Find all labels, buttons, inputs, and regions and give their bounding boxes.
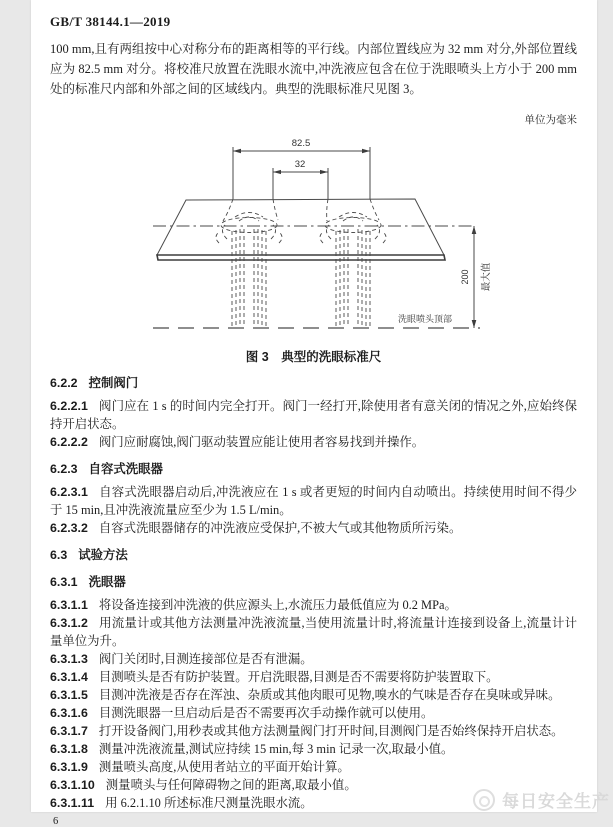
clause-row [50, 686, 577, 704]
clause-row [50, 433, 577, 451]
clause-row [50, 722, 577, 740]
standard-number-header: GB/T 38144.1—2019 [50, 14, 171, 29]
clause-number: 6.3.1.5 [50, 687, 88, 702]
clause-text: 阀门应在 1 s 的时间内完全打开。阀门一经打开,除使用者有意关闭的情况之外,应始终保持开启状态。 [50, 398, 577, 431]
watermark [473, 787, 610, 812]
clause-text: 阀门关闭时,目测连接部位是否有泄漏。 [98, 651, 313, 666]
clause-text: 用 6.2.1.10 所述标准尺测量洗眼水流。 [105, 795, 313, 810]
clause-number: 6.3.1 [50, 574, 78, 589]
clause-text: 测量冲洗液流量,测试应持续 15 min,每 3 min 记录一次,取最小值。 [98, 741, 454, 756]
clause-row [50, 596, 577, 614]
clause-text: 自容式洗眼器 [88, 461, 163, 476]
clause-number: 6.3.1.6 [50, 705, 88, 720]
clause-text: 自容式洗眼器启动后,冲洗液应在 1 s 或者更短的时间内自动喷出。持续使用时间不得少于 15 min,且冲洗液流量应至少为 1.5 L/min。 [50, 484, 577, 517]
page-number: 6 [53, 815, 59, 827]
clause-number: 6.2.2 [50, 375, 78, 390]
clause-text: 目测冲洗液是否存在浑浊、杂质或其他肉眼可见物,嗅水的气味是否存在臭味或异味。 [98, 687, 561, 702]
clause-row [50, 668, 577, 686]
intro-paragraph: 100 mm,且有两组按中心对称分布的距离相等的平行线。内部位置线应为 32 mm 对分,外部位置线应为 82.5 mm 对分。将校准尺放置在洗眼水流中,冲洗液应包含在位于洗眼喷头上方小于 200 mm 处的标准尺内部和外部之间的区域线内。典型的洗眼标准尺见图 3。 [50, 42, 577, 96]
clause-heading [50, 546, 577, 564]
clause-row [50, 397, 577, 433]
clause-text: 控制阀门 [88, 375, 139, 390]
clause-row [50, 614, 577, 650]
clause-row [50, 519, 577, 537]
clause-number: 6.3.1.3 [50, 651, 88, 666]
clause-row [50, 483, 577, 519]
clause-text: 打开设备阀门,用秒表或其他方法测量阀门打开时间,目测阀门是否始终保持开启状态。 [98, 723, 564, 738]
clause-number: 6.3.1.7 [50, 723, 88, 738]
clause-number: 6.2.2.1 [50, 398, 88, 413]
clause-text: 阀门应耐腐蚀,阀门驱动装置应能让使用者容易找到并操作。 [98, 434, 425, 449]
clause-row [50, 704, 577, 722]
watermark-text: 每日安全生产 [502, 792, 610, 811]
clause-number: 6.2.3 [50, 461, 78, 476]
clause-text: 自容式洗眼器储存的冲洗液应受保护,不被大气或其他物质所污染。 [98, 520, 462, 535]
clause-number: 6.3.1.8 [50, 741, 88, 756]
clause-heading [50, 460, 577, 478]
dim-82-5-label: 82.5 [291, 137, 311, 149]
dim-200-label: 200 [460, 268, 470, 285]
clause-list [50, 374, 577, 812]
clause-number: 6.2.2.2 [50, 434, 88, 449]
clause-number: 6.2.3.1 [50, 484, 88, 499]
clause-heading [50, 374, 577, 392]
clause-number: 6.3.1.11 [50, 795, 95, 810]
max-value-label: 最大值 [481, 262, 492, 291]
clause-number: 6.3.1.9 [50, 759, 88, 774]
nozzle-top-label: 洗眼喷头顶部 [398, 313, 453, 324]
clause-text: 测量喷头高度,从使用者站立的平面开始计算。 [98, 759, 350, 774]
clause-text: 目测喷头是否有防护装置。开启洗眼器,目测是否不需要将防护装置取下。 [98, 669, 499, 684]
clause-number: 6.3.1.1 [50, 597, 88, 612]
eyewash-gauge-diagram [50, 129, 577, 343]
unit-note: 单位为毫米 [524, 114, 577, 126]
clause-heading [50, 573, 577, 591]
figure-caption: 图 3 典型的洗眼标准尺 [245, 349, 382, 364]
dim-32-label: 32 [294, 158, 306, 170]
clause-text: 试验方法 [78, 547, 128, 562]
clause-number: 6.2.3.2 [50, 520, 88, 535]
clause-row [50, 758, 577, 776]
clause-text: 将设备连接到冲洗液的供应源头上,水流压力最低值应为 0.2 MPa。 [98, 597, 457, 612]
figure-3 [50, 129, 577, 365]
clause-row [50, 650, 577, 668]
clause-number: 6.3 [50, 547, 68, 562]
watermark-logo-icon [473, 789, 495, 811]
clause-number: 6.3.1.4 [50, 669, 88, 684]
clause-text: 目测洗眼器一旦启动后是否不需要再次手动操作就可以使用。 [98, 705, 434, 720]
document-page [31, 0, 597, 827]
clause-text: 洗眼器 [88, 574, 126, 589]
clause-number: 6.3.1.10 [50, 777, 95, 792]
clause-text: 测量喷头与任何障碍物之间的距离,取最小值。 [105, 777, 357, 792]
clause-text: 用流量计或其他方法测量冲洗液流量,当使用流量计时,将流量计连接到设备上,流量计计量单位为升。 [50, 615, 577, 648]
clause-number: 6.3.1.2 [50, 615, 88, 630]
clause-row [50, 740, 577, 758]
